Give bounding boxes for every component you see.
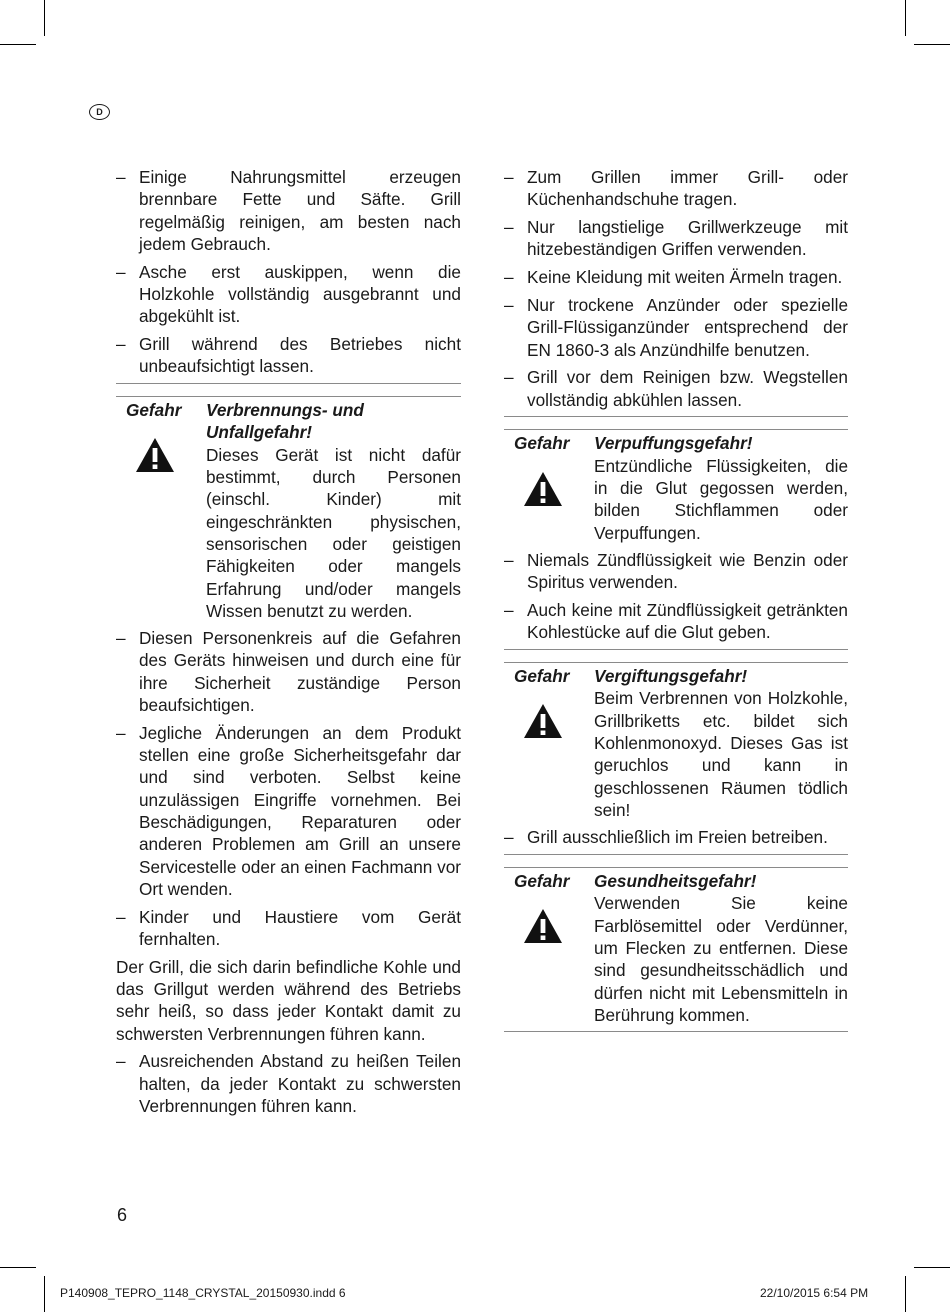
warning-triangle-icon xyxy=(135,437,175,473)
list-item-text: Zum Grillen immer Grill- oder Küchenhandschuhe tragen. xyxy=(527,167,848,210)
list-item-text: Nur trockene Anzünder oder spezielle Grill-Flüssiganzünder entsprechend der EN 1860-3 als Anzündhilfe benutzen. xyxy=(527,294,848,360)
divider xyxy=(504,416,848,417)
warning-title: Verpuffungsgefahr! xyxy=(594,433,753,454)
bullet-dash: – xyxy=(504,549,514,570)
warning-label: Gefahr xyxy=(126,400,182,421)
divider xyxy=(116,383,461,384)
list-item xyxy=(504,216,848,261)
list-item xyxy=(504,294,848,361)
list-item xyxy=(116,627,461,716)
warning-triangle-icon xyxy=(523,471,563,507)
list-item xyxy=(504,366,848,411)
warning-text: Verwenden Sie keine Farblösemittel oder Verdünner, um Flecken zu entfernen. Diese sind gesundheitsschädlich und dürfen nicht mit Lebensmitteln in Berührung kommen. xyxy=(594,893,848,1025)
warning-label: Gefahr xyxy=(514,871,570,892)
list-item xyxy=(116,261,461,328)
bullet-dash: – xyxy=(504,267,514,288)
warning-title: Gesundheitsgefahr! xyxy=(594,871,757,892)
crop-mark xyxy=(0,1267,36,1268)
bullet-dash: – xyxy=(116,722,126,743)
bullet-list xyxy=(116,627,461,950)
divider xyxy=(504,429,848,430)
warning-title: Verbrennungs- und Unfallgefahr! xyxy=(206,400,364,443)
list-item-text: Asche erst auskippen, wenn die Holzkohle vollständig ausgebrannt und abgekühlt ist. xyxy=(139,261,461,327)
warning-label: Gefahr xyxy=(514,433,570,454)
list-item-text: Jegliche Änderungen an dem Produkt stellen eine große Sicherheitsgefahr dar und sind verboten. Selbst keine unzulässigen Eingriffe vornehmen. Bei Beschädigungen, Reparaturen oder anderen Problemen am Grill an unsere Servicestelle oder an einen Fachmann vor Ort wenden. xyxy=(139,722,461,899)
bullet-dash: – xyxy=(116,1051,126,1072)
bullet-list xyxy=(504,549,848,644)
divider xyxy=(504,854,848,855)
footer-timestamp: 22/10/2015 6:54 PM xyxy=(760,1286,869,1300)
crop-mark xyxy=(44,0,45,36)
warning-block xyxy=(504,665,848,821)
list-item-text: Auch keine mit Zündflüssigkeit getränkten Kohlestücke auf die Glut geben. xyxy=(527,600,848,643)
list-item-text: Keine Kleidung mit weiten Ärmeln tragen. xyxy=(527,267,843,288)
bullet-dash: – xyxy=(116,906,126,927)
bullet-dash: – xyxy=(504,217,514,238)
crop-mark xyxy=(914,1267,950,1268)
warning-block xyxy=(116,399,461,622)
divider xyxy=(116,396,461,397)
list-item-text: Grill während des Betriebes nicht unbeaufsichtigt lassen. xyxy=(139,334,461,377)
list-item-text: Nur langstielige Grillwerkzeuge mit hitzebeständigen Griffen verwenden. xyxy=(527,217,848,260)
footer-filename: P140908_TEPRO_1148_CRYSTAL_20150930.indd 6 xyxy=(60,1286,346,1300)
divider xyxy=(504,867,848,868)
list-item-text: Niemals Zündflüssigkeit wie Benzin oder Spiritus verwenden. xyxy=(527,549,848,593)
country-code-badge: D xyxy=(89,104,110,120)
bullet-list xyxy=(116,166,461,378)
bullet-dash: – xyxy=(504,367,514,388)
bullet-dash: – xyxy=(504,294,514,315)
list-item xyxy=(504,826,848,848)
bullet-list xyxy=(504,826,848,848)
bullet-dash: – xyxy=(504,167,514,187)
crop-mark xyxy=(0,44,36,45)
bullet-dash: – xyxy=(504,600,514,621)
warning-text: Entzündliche Flüssigkeiten, die in die Glut gegossen werden, bilden Stichflammen oder Verpuffungen. xyxy=(594,455,848,543)
bullet-list xyxy=(504,166,848,411)
bullet-dash: – xyxy=(116,334,126,355)
list-item-text: Kinder und Haustiere vom Gerät fernhalten. xyxy=(139,906,461,949)
bullet-dash: – xyxy=(504,827,514,848)
page-number: 6 xyxy=(117,1205,128,1225)
list-item xyxy=(504,266,848,288)
warning-triangle-icon xyxy=(523,908,563,944)
list-item xyxy=(116,722,461,900)
crop-mark xyxy=(44,1276,45,1312)
bullet-dash: – xyxy=(116,628,126,649)
divider xyxy=(504,662,848,663)
divider xyxy=(504,649,848,650)
list-item xyxy=(116,1050,461,1117)
list-item xyxy=(116,906,461,951)
warning-text: Dieses Gerät ist nicht dafür bestimmt, durch Personen (einschl. Kinder) mit eingeschränkten physischen, sensorischen oder geistigen Fähigkeiten oder mangels Erfahrung und/oder mangels Wissen benutzt zu werden. xyxy=(206,444,461,621)
warning-title: Vergiftungsgefahr! xyxy=(594,666,748,687)
crop-mark xyxy=(905,0,906,36)
warning-block xyxy=(504,870,848,1026)
warning-text: Beim Verbrennen von Holzkohle, Grillbriketts etc. bildet sich Kohlenmonoxyd. Dieses Gas ist geruchlos und kann in geschlossenen Räumen tödlich sein! xyxy=(594,688,848,820)
list-item-text: Grill ausschließlich im Freien betreiben. xyxy=(527,827,828,848)
list-item-text: Diesen Personenkreis auf die Gefahren des Geräts hinweisen und durch eine für ihre Sicherheit zuständige Person beaufsichtigen. xyxy=(139,628,461,716)
crop-mark xyxy=(905,1276,906,1312)
list-item xyxy=(116,166,461,255)
list-item-text: Einige Nahrungsmittel erzeugen brennbare Fette und Säfte. Grill regelmäßig reinigen, am besten nach jedem Gebrauch. xyxy=(139,167,461,254)
list-item xyxy=(504,549,848,594)
warning-triangle-icon xyxy=(523,703,563,739)
bullet-dash: – xyxy=(116,167,126,187)
body-paragraph: Der Grill, die sich darin befindliche Kohle und das Grillgut werden während des Betriebs sehr heiß, so dass jeder Kontakt damit zu schwersten Verbrennungen führen kann. xyxy=(116,956,461,1044)
warning-label: Gefahr xyxy=(514,666,570,687)
bullet-dash: – xyxy=(116,261,126,282)
list-item xyxy=(504,166,848,211)
crop-mark xyxy=(914,44,950,45)
list-item xyxy=(504,599,848,644)
right-column xyxy=(504,166,848,1032)
list-item xyxy=(116,333,461,378)
warning-block xyxy=(504,432,848,543)
divider xyxy=(504,1031,848,1032)
list-item-text: Grill vor dem Reinigen bzw. Wegstellen vollständig abkühlen lassen. xyxy=(527,367,848,410)
left-column xyxy=(116,166,461,1123)
list-item-text: Ausreichenden Abstand zu heißen Teilen halten, da jeder Kontakt zu schwersten Verbrennungen führen kann. xyxy=(139,1051,461,1117)
bullet-list xyxy=(116,1050,461,1117)
